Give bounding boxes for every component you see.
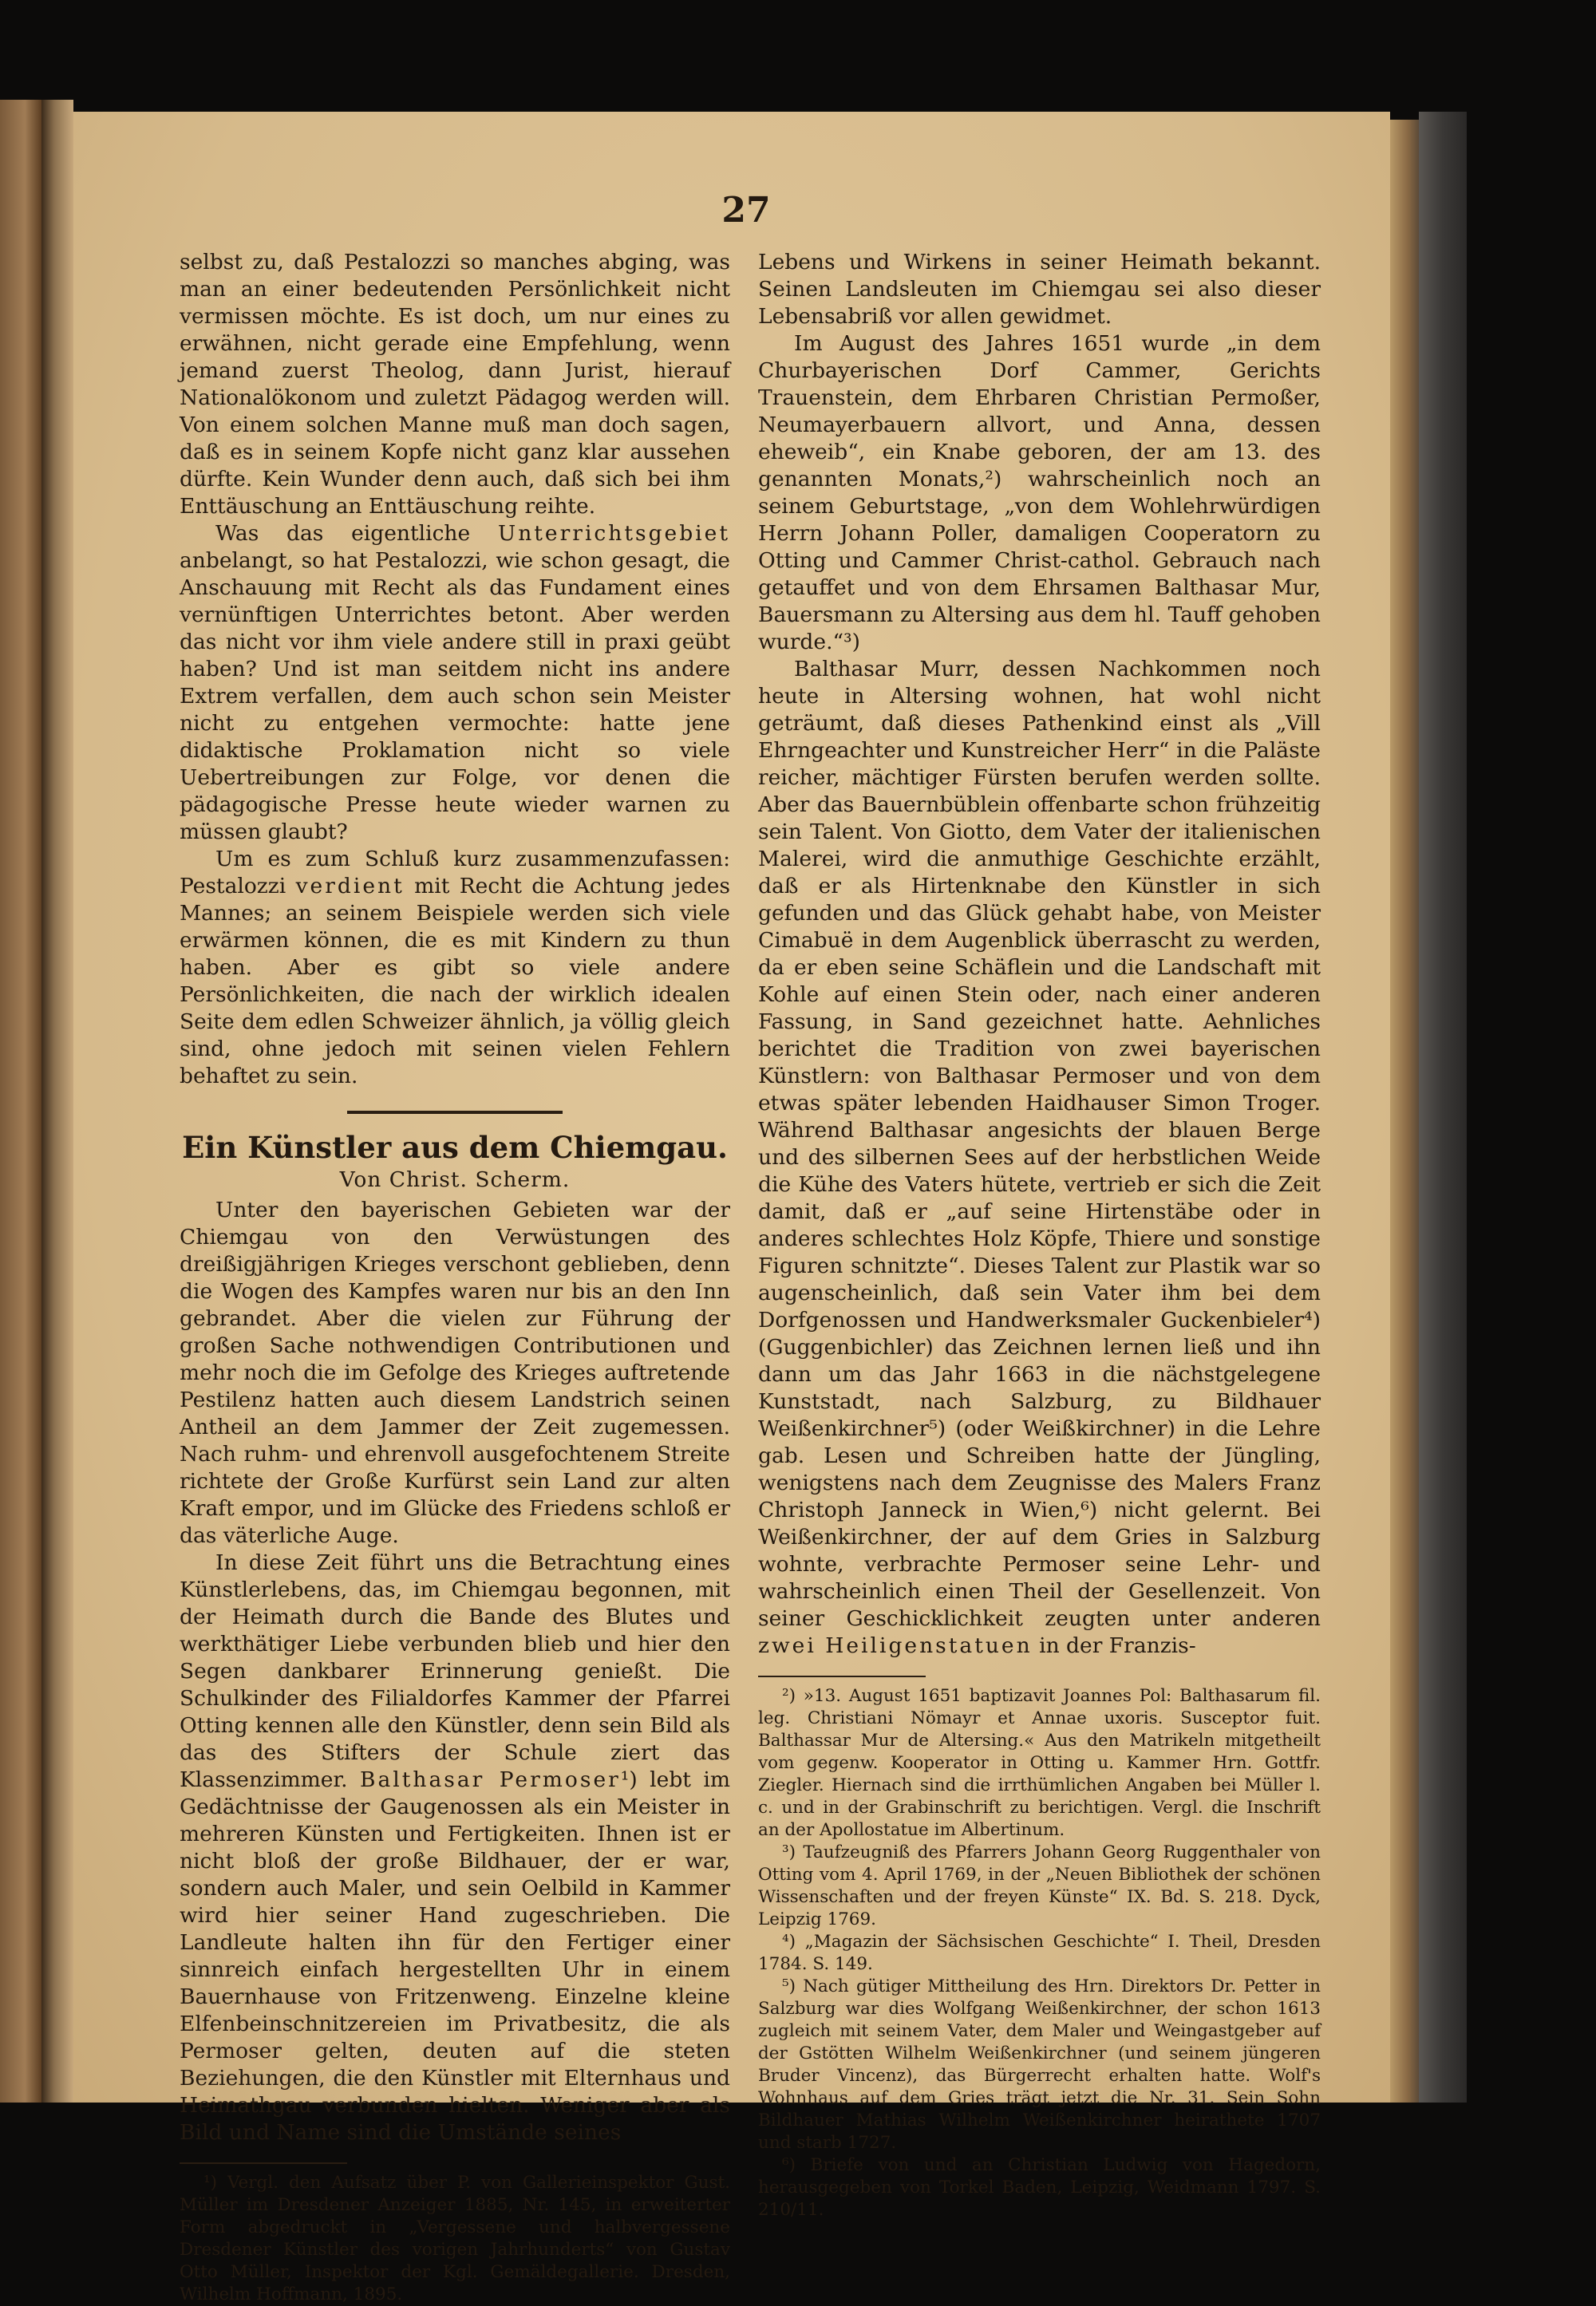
footnote: ⁴) „Magazin der Sächsischen Geschichte“ I. Theil, Dresden 1784. S. 149. [758, 1932, 1321, 1974]
paragraph: Unter den bayerischen Gebieten war der Chiemgau von den Verwüstungen des dreißigjährigen Krieges verschont geblieben, denn die Wogen des Kampfes waren nur bis an den Inn gebrandet. Aber die vielen zur Führung der großen Sache nothwendigen Contributionen und mehr noch die im Gefolge des Krieges auftretende Pestilenz hatten auch diesem Landstrich seinen Antheil an dem Jammer der Zeit zugemessen. Nach ruhm- und ehrenvoll ausgefochtenem Streite richtete der Große Kurfürst sein Land zur alten Kraft empor, und im Glücke des Friedens schloß er das väterliche Auge. [180, 1198, 730, 1548]
book-cover-edge [1419, 112, 1467, 2103]
section-divider [347, 1111, 563, 1114]
footnote: ³) Taufzeugniß des Pfarrers Johann Georg Ruggenthaler von Otting vom 4. April 1769, in der „Neuen Bibliothek der schönen Wissenschaften und der freyen Künste“ IX. Bd. S. 218. Dyck, Leipzig 1769. [758, 1842, 1321, 1929]
paragraph: Was das eigentliche Unterrichtsgebiet anbelangt, so hat Pestalozzi, wie schon gesagt, die Anschauung mit Recht als das Fundament eines vernünftigen Unterrichtes betont. Aber werden das nicht vor ihm viele andere still in praxi geübt haben? Und ist man seitdem nicht ins andere Extrem verfallen, dem auch schon sein Meister nicht zu entgehen vermochte: hatte jene didaktische Proklamation nicht so viele Uebertreibungen zur Folge, vor denen die pädagogische Presse heute wieder warnen zu müssen glaubt? [180, 521, 730, 844]
right-column [758, 249, 1321, 2221]
left-column [180, 249, 730, 2306]
paragraph: In diese Zeit führt uns die Betrachtung eines Künstlerlebens, das, im Chiemgau begonnen, mit der Heimath durch die Bande des Blutes und werkthätiger Liebe verbunden blieb und hier den Segen dankbarer Erinnerung genießt. Die Schulkinder des Filialdorfes Kammer der Pfarrei Otting kennen alle den Künstler, denn sein Bild als das des Stifters der Schule ziert das Klassenzimmer. Balthasar Permoser¹) lebt im Gedächtnisse der Gaugenossen als ein Meister in mehreren Künsten und Fertigkeiten. Ihnen ist er nicht bloß der große Bildhauer, der er war, sondern auch Maler, und sein Oelbild in Kammer wird hier seiner Hand zugeschrieben. Die Landleute halten ihn für den Fertiger einer sinnreich einfach hergestellten Uhr in einem Bauernhause von Fritzenweng. Einzelne kleine Elfenbeinschnitzereien im Privatbesitz, die als Permoser gelten, deuten auf die steten Beziehungen, die den Künstler mit Elternhaus und Heimathgau verbunden hielten. Weniger aber als Bild und Name sind die Umstände seines [180, 1550, 730, 2145]
footnote: ¹) Vergl. den Aufsatz über P. von Galleriеinspektor Gust. Müller im Dresdener Anzeiger 1885, Nr. 145, in erweiterter Form abgedruckt in „Vergessene und halbvergessene Dresdener Künstler des vorigen Jahrhunderts“ von Gustav Otto Müller, Inspektor der Kgl. Gemäldegallerie. Dresden, Wilhelm Hoffmann, 1895. [180, 2173, 730, 2304]
page-number: 27 [721, 190, 771, 231]
paragraph: Um es zum Schluß kurz zusammenzufassen: Pestalozzi verdient mit Recht die Achtung jedes Mannes; an seinem Beispiele werden sich viele erwärmen können, die es mit Kindern zu thun haben. Aber es gibt so viele andere Persönlichkeiten, die nach der wirklich idealen Seite dem edlen Schweizer ähnlich, ja völlig gleich sind, ohne jedoch mit seinen vielen Fehlern behaftet zu sein. [180, 847, 731, 1088]
paragraph: Balthasar Murr, dessen Nachkommen noch heute in Altersing wohnen, hat wohl nicht geträumt, daß dieses Pathenkind einst als „Vill Ehrngeachter und Kunstreicher Herr“ in die Paläste reicher, mächtiger Fürsten berufen werden sollte. Aber das Bauernbüblein offenbarte schon frühzeitig sein Talent. Von Giotto, dem Vater der italienischen Malerei, wird die anmuthige Geschichte erzählt, daß er als Hirtenknabe den Künstler in sich gefunden und das Glück gehabt habe, von Meister Cimabuë in dem Augenblick überrascht zu werden, da er eben seine Schäflein und die Landschaft mit Kohle auf einen Stein oder, nach einer anderen Fassung, in Sand gezeichnet hatte. Aehnliches berichtet die Tradition von zwei bayerischen Künstlern: von Balthasar Permoser und von dem etwas später lebenden Haidhauser Simon Troger. Während Balthasar angesichts der blauen Berge und des silbernen Sees auf der herbstlichen Weide die Kühe des Vaters hütete, vertrieb er sich die Zeit damit, daß er „auf seine Hirtenstäbe oder in anderes schlechtes Holz Köpfe, Thiere und sonstige Figuren schnitzte“. Dieses Talent zur Plastik war so augenscheinlich, daß sein Vater ihm bei dem Dorfgenossen und Handwerksmaler Guckenbieler⁴) (Guggenbichler) das Zeichnen lernen ließ und ihn dann um das Jahr 1663 in die nächstgelegene Kunststadt, nach Salzburg, zu Bildhauer Weißenkirchner⁵) (oder Weißkirchner) in die Lehre gab. Lesen und Schreiben hatte der Jüngling, wenigstens nach dem Zeugnisse des Malers Franz Christoph Janneck in Wien,⁶) nicht gelernt. Bei Weißenkirchner, der auf dem Gries in Salzburg wohnte, verbrachte Permoser seine Lehr- und wahrscheinlich einen Theil der Gesellenzeit. Von seiner Geschicklichkeit zeugten unter anderen zwei Heiligenstatuen in der Franzis- [758, 657, 1321, 1658]
footnotes [180, 2172, 730, 2306]
article-byline: Von Christ. Scherm. [339, 1167, 571, 1192]
paragraph: Lebens und Wirkens in seiner Heimath bekannt. Seinen Landsleuten im Chiemgau sei also dieser Lebensabriß vor allen gewidmet. [758, 250, 1321, 329]
footnotes [758, 1685, 1321, 2221]
paragraph: Im August des Jahres 1651 wurde „in dem Churbayerischen Dorf Cammer, Gerichts Trauenstein, dem Ehrbaren Christian Permoßer, Neumayerbauern allvort, und Anna, dessen eheweib“, ein Knabe geboren, der am 13. des genannten Monats,²) wahrscheinlich noch an seinem Geburtstage, „von dem Wohlehrwürdigen Herrn Johann Poller, damaligen Cooperatorn zu Otting und Cammer Christ-cathol. Gebrauch nach getauffet und von dem Ehrsamen Balthasar Mur, Bauersmann zu Altersing aus dem hl. Tauff gehoben wurde.“³) [758, 331, 1321, 654]
page-stack-edge [1390, 120, 1419, 2103]
paragraph: selbst zu, daß Pestalozzi so manches abging, was man an einer bedeutenden Persönlichkeit nicht vermissen möchte. Es ist doch, um nur eines zu erwähnen, nicht gerade eine Empfehlung, wenn jemand zuerst Theolog, dann Jurist, hierauf Nationalökonom und zuletzt Pädagog werden will. Von einem solchen Manne muß man doch sagen, daß es in seinem Kopfe nicht ganz klar aussehen dürfte. Kein Wunder denn auch, daß sich bei ihm Enttäuschung an Enttäuschung reihte. [180, 250, 730, 519]
footnote: ⁶) Briefe von und an Christian Ludwig von Hagedorn, herausgegeben von Torkel Baden, Leipzig, Weidmann 1797. S. 210/11. [758, 2155, 1321, 2220]
footnote: ⁵) Nach gütiger Mittheilung des Hrn. Direktors Dr. Petter in Salzburg war dies Wolfgang Weißenkirchner, der schon 1613 zugleich mit seinem Vater, dem Maler und Weingastgeber auf der Gstötten Wilhelm Weißenkirchner (und seinem jüngeren Bruder Vincenz), das Bürgerrecht erhalten hatte. Wolf's Wohnhaus auf dem Gries trägt jetzt die Nr. 31. Sein Sohn Bildhauer Mathias Wilhelm Weißenkirchner heirathete 1707 und starb 1727. [758, 1976, 1321, 2153]
footnote: ²) »13. August 1651 baptizavit Joannes Pol: Balthasarum fil. leg. Christiani Nömayr et Annae uxoris. Susceptor fuit. Balthassar Mur de Altersing.« Aus den Matrikeln mitgetheilt vom gegenw. Kooperator in Otting u. Kammer Hrn. Gottfr. Ziegler. Hiernach sind die irrthümlichen Angaben bei Müller l. c. und in der Grabinschrift zu berichtigen. Vergl. die Inschrift an der Apollostatue im Albertinum. [758, 1686, 1321, 1840]
footnote-rule [758, 1676, 926, 1677]
book-gutter [41, 100, 73, 2103]
article-heading: Ein Künstler aus dem Chiemgau. [182, 1130, 728, 1165]
footnote-rule [180, 2162, 347, 2164]
previous-page-edge [0, 100, 41, 2103]
